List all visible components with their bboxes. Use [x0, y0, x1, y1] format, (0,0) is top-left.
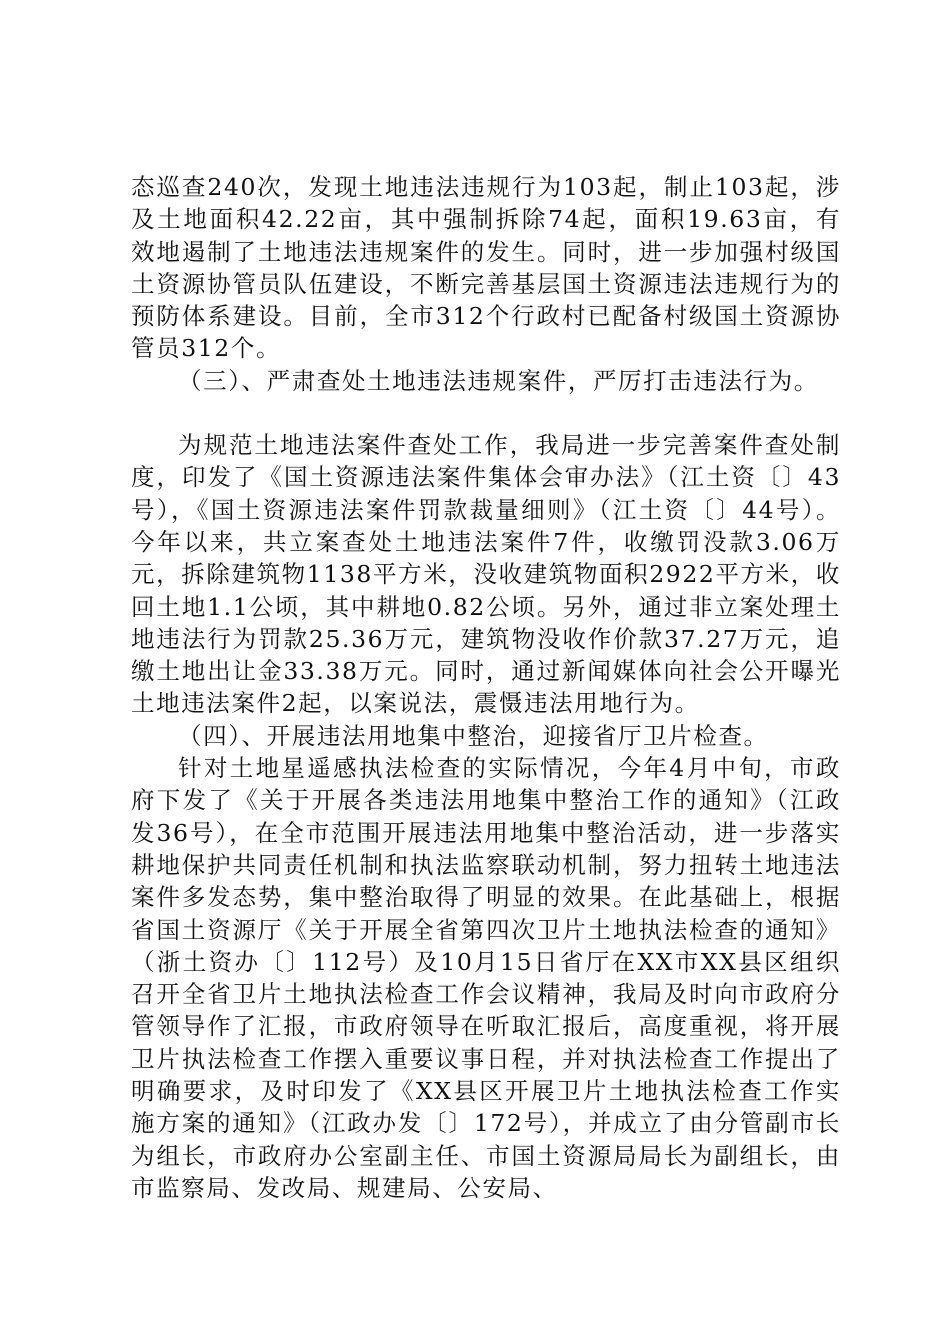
- paragraph-inspection-results: 态巡查240次，发现土地违法违规行为103起，制止103起，涉及土地面积42.22亩，其中强制拆除74起，面积19.63亩，有效地遏制了土地违法违规案件的发生。同时，进一步加强村级国土资源协管员队伍建设，不断完善基层国土资源违法违规行为的预防体系建设。目前，全市312个行政村已配备村级国土资源协管员312个。: [131, 173, 841, 363]
- document-body: [131, 171, 841, 1204]
- paragraph-satellite-inspection: 针对土地星遥感执法检查的实际情况，今年4月中旬，市政府下发了《关于开展各类违法用地集中整治工作的通知》（江政发36号），在全市范围开展违法用地集中整治活动，进一步落实耕地保护共同责任机制和执法监察联动机制，努力扭转土地违法案件多发态势，集中整治取得了明显的效果。在此基础上，根据省国土资源厅《关于开展全省第四次卫片土地执法检查的通知》（浙土资办〔〕112号）及10月15日省厅在XX市XX县区组织召开全省卫片土地执法检查工作会议精神，我局及时向市政府分管领导作了汇报，市政府领导在听取汇报后，高度重视，将开展卫片执法检查工作摆入重要议事日程，并对执法检查工作提出了明确要求，及时印发了《XX县区开展卫片土地执法检查工作实施方案的通知》（江政办发〔〕172号），并成立了由分管副市长为组长，市政府办公室副主任、市国土资源局局长为副组长，由市监察局、发改局、规建局、公安局、: [131, 754, 841, 1202]
- section-heading-3: （三）、严肃查处土地违法违规案件，严厉打击违法行为。: [178, 366, 819, 395]
- section-heading-4: （四）、开展违法用地集中整治，迎接省厅卫片检查。: [178, 721, 769, 750]
- paragraph-case-handling: 为规范土地违法案件查处工作，我局进一步完善案件查处制度，印发了《国土资源违法案件集体会审办法》（江土资〔〕43号），《国土资源违法案件罚款裁量细则》（江土资〔〕44号）。今年以来，共立案查处土地违法案件7件，收缴罚没款3.06万元，拆除建筑物1138平方米，没收建筑物面积2922平方米，收回土地1.1公顷，其中耕地0.82公顷。另外，通过非立案处理土地违法行为罚款25.36万元，建筑物没收作价款37.27万元，追缴土地出让金33.38万元。同时，通过新闻媒体向社会公开曝光土地违法案件2起，以案说法，震慑违法用地行为。: [131, 431, 841, 718]
